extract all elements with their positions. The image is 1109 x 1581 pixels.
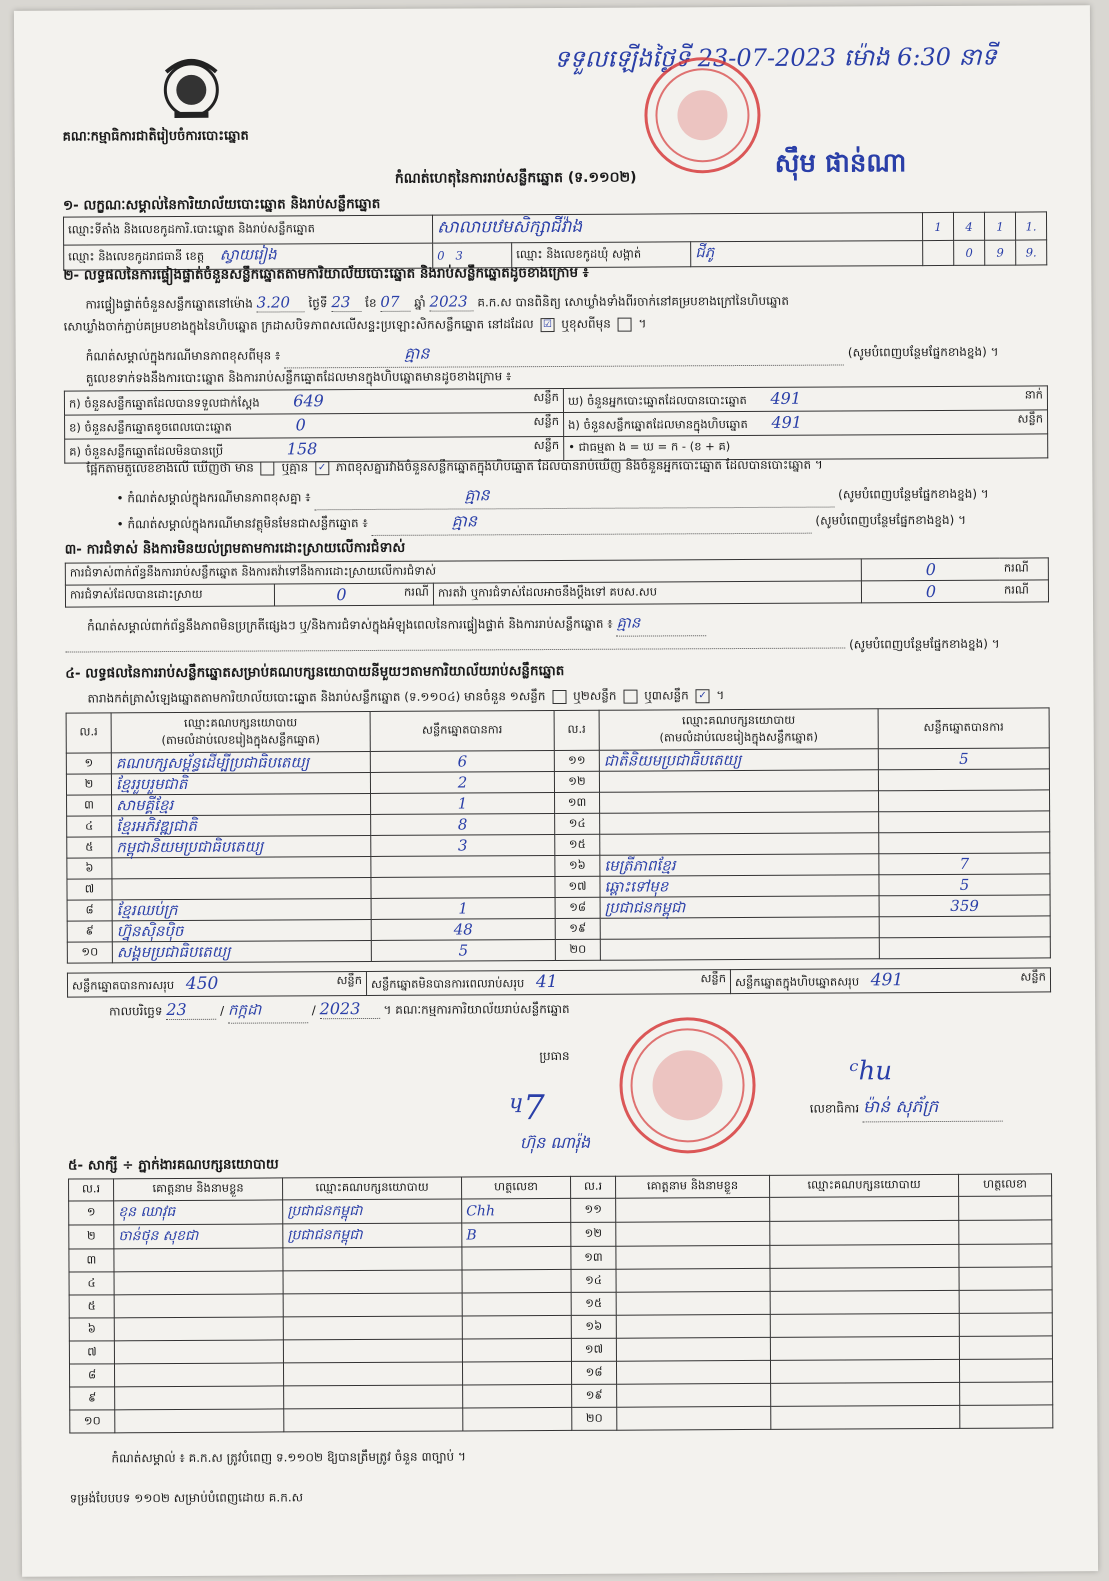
results-no-left: ១០ — [67, 942, 112, 963]
total-valid-cell — [67, 971, 366, 997]
results-no-left: ៥ — [67, 837, 112, 858]
results-party-left: ហ្វ៊ុនស៊ិនប៉ិច — [112, 919, 371, 941]
figure-kha-cell — [65, 412, 564, 439]
tally-3-checkbox: ✓ — [695, 689, 709, 703]
name-stamp: ស៊ឹម ផាន់ណា — [774, 148, 907, 179]
figure-ko-value: 158 — [286, 439, 318, 459]
results-no-right: ១៨ — [555, 897, 600, 918]
results-party-right — [600, 791, 879, 813]
witness-party-left — [283, 1293, 462, 1317]
tally-3-label: ឬ៣សន្លឹក — [644, 688, 689, 703]
objection-note-label: កំណត់សម្គាល់ពាក់ព័ន្ធនឹងភាពមិនប្រក្រតីផ្សេងៗ ឬ/និងការជំទាស់ក្នុងអំឡុងពេលនៃការផ្ទៀងផ្ទាត់ និងការរាប់សន្លឹកឆ្នោត ៖ — [87, 616, 613, 634]
date-year: 2023 — [320, 999, 380, 1019]
figure-ko-label: គ) ចំនួនសន្លឹកឆ្នោតដែលមិនបានប្រើ — [69, 443, 224, 459]
results-no-left: ៨ — [67, 900, 112, 921]
diff-text-b: ឬគ្មាន — [281, 460, 309, 475]
section-3-title: ៣- ការជំទាស់ និងការមិនយល់ព្រមតាមការដោះស្រាយលើការជំទាស់ — [64, 539, 406, 558]
witness-party-left: ប្រជាជនកម្ពុជា — [283, 1223, 462, 1248]
witness-h-sign-right: ហត្ថលេខា — [959, 1174, 1052, 1196]
commune-code-1: 0 — [954, 240, 985, 265]
location-code-2: 4 — [953, 212, 984, 240]
witness-name-right — [616, 1337, 770, 1361]
figures-table — [64, 385, 1048, 463]
results-party-right — [600, 917, 879, 939]
witness-no-right: ១៩ — [572, 1384, 617, 1407]
witness-no-left: ៥ — [69, 1295, 114, 1318]
verification-line-1 — [85, 289, 1045, 314]
results-votes-left: 3 — [371, 835, 555, 857]
results-no-left: ៦ — [67, 858, 112, 879]
witness-name-right — [616, 1360, 770, 1384]
results-votes-left: 6 — [370, 751, 554, 773]
date-day: 23 — [166, 1000, 216, 1020]
results-votes-left: 1 — [371, 793, 555, 815]
figure-ngo-value: 491 — [771, 412, 803, 432]
witness-sign-right — [959, 1196, 1052, 1220]
results-table — [66, 707, 1051, 963]
total-valid-value: 450 — [185, 973, 219, 994]
results-party-right — [600, 812, 879, 834]
objection-r1-value: 0 — [861, 558, 1000, 581]
witness-name-left: ចាន់ថុន សុខជា — [114, 1224, 283, 1249]
objection-r2-value — [274, 583, 433, 606]
witness-name-left — [115, 1409, 284, 1433]
witness-name-left — [114, 1248, 283, 1272]
results-h-votes-left: សន្លឹកឆ្នោតបានការ — [370, 711, 554, 752]
verify-time: 3.20 — [257, 293, 305, 312]
figure-ko-unit: សន្លឹក — [533, 437, 560, 453]
total-invalid-cell — [366, 970, 730, 996]
witness-h-no-right: ល.រ — [571, 1176, 616, 1198]
commune-label: ឈ្មោះ និងលេខកូដឃុំ សង្កាត់ — [512, 242, 691, 268]
witness-h-party-right: ឈ្មោះគណបក្សនយោបាយ — [770, 1174, 959, 1197]
note-3-hint: (សូមបំពេញបន្ថែមផ្នែកខាងខ្នង) ។ — [815, 512, 967, 528]
witness-sign-right — [960, 1405, 1053, 1428]
witness-sign-right — [960, 1382, 1053, 1405]
results-votes-right — [879, 811, 1050, 833]
results-h-party-right-title: ឈ្មោះគណបក្សនយោបាយ — [681, 712, 796, 727]
location-label: ឈ្មោះទីតាំង និងលេខកូដការិ.បោះឆ្នោត និងរាប់សន្លឹកឆ្នោត — [63, 215, 432, 245]
objection-r2-unit: ករណី — [403, 584, 429, 599]
objection-r2-label: ការជំទាស់ដែលបានដោះស្រាយ — [65, 584, 274, 607]
results-no-right: ១៧ — [555, 876, 600, 897]
figure-ka-cell — [64, 388, 563, 415]
witness-sign-right — [959, 1244, 1052, 1267]
witness-no-left: ១០ — [70, 1410, 115, 1433]
tally-1-checkbox — [552, 689, 566, 703]
org-name: គណៈកម្មាធិការជាតិរៀបចំការបោះឆ្នោត — [62, 128, 249, 145]
witness-no-left: ៤ — [69, 1272, 114, 1295]
witness-party-right — [771, 1382, 960, 1406]
witness-party-left — [283, 1362, 462, 1386]
witness-sign-left: Chh — [462, 1198, 571, 1223]
verify-text-d: ឆ្នាំ — [414, 295, 426, 310]
tally-sheet-line: តារាងកត់ត្រាសំឡេងឆ្នោតតាមការិយាល័យបោះឆ្នោត និងរាប់សន្លឹកឆ្នោត (ទ.១១០៤) មានចំនួន ១សន្លឹក ឬ២សន្លឹក ឬ៣សន្លឹក ✓ ។ — [87, 688, 725, 706]
verify-text-c: ខែ — [365, 295, 377, 310]
figure-gha-value: 491 — [770, 388, 802, 408]
figure-gha-cell — [563, 386, 1047, 413]
results-no-left: ១ — [66, 753, 111, 774]
witness-sign-left: B — [462, 1222, 571, 1247]
witness-party-right — [770, 1336, 959, 1360]
objection-r2-number: 0 — [336, 585, 347, 605]
verify-year: 2023 — [429, 292, 473, 311]
witness-no-right: ១៧ — [571, 1338, 616, 1361]
results-row — [67, 937, 1050, 963]
witness-party-right — [770, 1220, 959, 1245]
witness-name-left: ខុន ឈាវុធ — [114, 1200, 283, 1225]
results-votes-left: 5 — [371, 940, 555, 962]
results-party-right: មេត្រីភាពខ្មែរ — [600, 854, 879, 876]
witness-name-left — [114, 1317, 283, 1341]
note-2-hint: (សូមបំពេញបន្ថែមផ្នែកខាងខ្នង) ។ — [838, 486, 989, 502]
date-tail: គណៈកម្មការការិយាល័យរាប់សន្លឹកឆ្នោត — [395, 1001, 570, 1017]
province-label-text: ឈ្មោះ និងលេខកូដរាជធានី ខេត្ត — [68, 248, 205, 264]
objection-note-value: គ្មាន — [616, 613, 706, 636]
results-votes-right — [878, 769, 1049, 791]
secretary-name: ម៉ាន់ សុភ័ក្រ — [863, 1096, 1003, 1123]
date-month: កក្កដា — [228, 1000, 308, 1023]
objection-r2-unit2: ករណី — [1000, 580, 1049, 602]
results-no-right: ១១ — [554, 750, 599, 771]
figure-ka-unit: សន្លឹក — [533, 389, 559, 405]
province-code-2: 3 — [455, 248, 463, 263]
diff-text-a: ផ្អែកតាមតួលេខខាងលើ ឃើញថា មាន — [86, 460, 254, 476]
figure-ngo-cell — [564, 410, 1048, 437]
results-party-left: ខ្មែរឈប់ក្រ — [112, 898, 371, 920]
verify-text-a: ការផ្ទៀងផ្ទាត់ចំនួនសន្លឹកឆ្នោតនៅម៉ោង — [85, 296, 253, 312]
commune-value: ជីភូ — [691, 241, 923, 267]
figure-gha-unit: នាក់ — [1024, 387, 1043, 402]
witness-table — [68, 1173, 1053, 1433]
verify-text-e: គ.ក.ស បានពិនិត្យ សោឃ្លាំងទាំងពីរចាក់នៅគម្របខាងក្រៅនៃហិបឆ្នោត — [477, 293, 789, 310]
results-party-left: ខ្មែរអភិវឌ្ឍជាតិ — [112, 814, 371, 836]
results-votes-right: 5 — [879, 874, 1050, 896]
witness-no-left: ៦ — [69, 1318, 114, 1341]
results-no-right: ១៩ — [555, 918, 600, 939]
figure-kha-unit: សន្លឹក — [533, 413, 560, 429]
results-no-right: ១៤ — [555, 813, 600, 834]
objections-table — [65, 557, 1049, 607]
witness-name-right — [617, 1406, 771, 1430]
witness-no-left: ៣ — [69, 1249, 114, 1272]
note-2-line — [116, 481, 1046, 511]
note-1-label: កំណត់សម្គាល់ក្នុងករណីមានភាពខុសពីមុន ៖ — [85, 348, 281, 364]
witness-party-right — [770, 1244, 959, 1268]
section-2-title: ២- លទ្ធផលនៃការផ្ទៀងផ្ទាត់ចំនួនសន្លឹកឆ្នោតតាមការិយាល័យបោះឆ្នោត និងរាប់សន្លឹកឆ្នោតដូចខាងក្រោម ៖ — [63, 264, 589, 284]
results-no-left: ៣ — [67, 795, 112, 816]
results-votes-left — [371, 877, 555, 899]
results-party-right — [599, 770, 878, 792]
chair-label: ប្រធាន — [539, 1048, 570, 1064]
results-votes-right — [879, 832, 1050, 854]
witness-name-left — [114, 1363, 283, 1387]
results-h-party-left-title: ឈ្មោះគណបក្សនយោបាយ — [183, 714, 298, 730]
note-2-label: • កំណត់សម្គាល់ក្នុងករណីមានភាពខុសគ្នា ៖ — [116, 490, 311, 506]
commune-code-2: 9 — [985, 240, 1016, 265]
results-h-party-left — [111, 711, 370, 752]
witness-name-right — [616, 1221, 770, 1246]
witness-party-right — [771, 1405, 960, 1429]
location-value: សាលាបឋមសិក្សាជីវ៉ាង — [432, 213, 922, 244]
document-page — [14, 5, 1098, 1577]
secretary-signature: ᶜhu — [849, 1056, 893, 1087]
note-3-value: គ្មាន — [371, 509, 811, 536]
changed-checkbox — [618, 317, 632, 331]
province-code-1: 0 — [437, 248, 445, 263]
objection-note-line-2 — [65, 635, 1055, 658]
results-party-right — [600, 833, 879, 855]
witness-sign-left — [462, 1292, 571, 1316]
witness-name-right — [617, 1383, 771, 1407]
results-votes-right — [879, 916, 1050, 938]
results-votes-right: 359 — [879, 895, 1050, 917]
tally-2-checkbox — [623, 689, 637, 703]
commune-code-3: 9. — [1016, 240, 1047, 265]
witness-h-name-left: គោត្តនាម និងនាមខ្លួន — [114, 1178, 283, 1201]
witness-h-sign-left: ហត្ថលេខា — [462, 1176, 571, 1199]
results-no-right: ១៥ — [555, 834, 600, 855]
results-votes-right — [879, 937, 1050, 959]
witness-party-left — [283, 1316, 462, 1340]
location-code-4: 1. — [1015, 212, 1046, 240]
witness-sign-left — [462, 1246, 571, 1270]
note-1-hint: (សូមបំពេញបន្ថែមផ្នែកខាងខ្នង) ។ — [847, 344, 999, 360]
objection-r1-unit: ករណី — [1000, 558, 1049, 580]
witness-no-right: ១២ — [571, 1222, 616, 1246]
secretary-label: លេខាធិការ — [809, 1101, 860, 1116]
total-invalid-value: 41 — [535, 971, 558, 993]
formula: • ជាធម្មតា ង = ឃ = ក - (ខ + គ) — [564, 434, 1048, 461]
witness-no-right: ២០ — [572, 1407, 617, 1430]
verify-month: 07 — [380, 293, 410, 312]
witness-name-right — [616, 1291, 770, 1315]
witness-name-left — [114, 1271, 283, 1295]
verification-line-2: សោឃ្លាំងចាក់ភ្ជាប់គម្របខាងក្នុងនៃហិបឆ្នោត ក្រដាសបិទភាពសលើសន្ទះប្រឡោះសិកសន្លឹកឆ្នោត នៅដដែល ☑ ឬខុសពីមុន ។ — [63, 316, 647, 334]
secretary-line — [810, 1096, 1003, 1123]
witness-party-left — [284, 1408, 463, 1432]
witness-row — [70, 1405, 1053, 1433]
witness-party-left — [284, 1385, 463, 1409]
results-no-right: ២០ — [555, 939, 600, 960]
chair-signature: ᶣ7 — [509, 1088, 545, 1129]
results-no-left: ៩ — [67, 921, 112, 942]
figures-intro: តួលេខទាក់ទងនឹងការបោះឆ្នោត និងការរាប់សន្លឹកឆ្នោតដែលមានក្នុងហិបឆ្នោតមានដូចខាងក្រោម ៖ — [85, 369, 512, 386]
witness-sign-right — [959, 1220, 1052, 1244]
witness-name-left — [115, 1386, 284, 1410]
total-invalid-label: សន្លឹកឆ្នោតមិនបានការពេលរាប់សរុប — [370, 976, 525, 991]
witness-name-right — [616, 1268, 770, 1292]
receipt-note: ទទួលឡើងថ្ងៃទី 23-07-2023 ម៉ោង 6:30 នាទី — [554, 42, 997, 73]
note-2-value: គ្មាន — [314, 483, 834, 511]
results-votes-right: 7 — [879, 853, 1050, 875]
results-votes-left: 8 — [371, 814, 555, 836]
results-party-left — [112, 856, 371, 878]
objection-r2-label2: ការតវ៉ា ឬការជំទាស់ដែលអាចនឹងប្តឹងទៅ គបស.សប — [433, 581, 861, 605]
results-h-party-right — [599, 709, 878, 750]
witness-party-right — [770, 1359, 959, 1383]
results-votes-left: 1 — [371, 898, 555, 920]
results-no-right: ១៦ — [555, 855, 600, 876]
witness-party-left: ប្រជាជនកម្ពុជា — [283, 1199, 462, 1224]
objection-r2-value2: 0 — [861, 580, 1000, 603]
witness-sign-right — [959, 1359, 1052, 1382]
results-votes-left — [371, 856, 555, 878]
results-no-left: ៤ — [67, 816, 112, 837]
results-party-left: ខ្មែររួបរួមជាតិ — [111, 772, 370, 794]
verify-text-p2: សោឃ្លាំងចាក់ភ្ជាប់គម្របខាងក្នុងនៃហិបឆ្នោត ក្រដាសបិទភាពសលើសន្ទះប្រឡោះសិកសន្លឹកឆ្នោត នៅដដែល — [63, 317, 534, 334]
form-tag: ទម្រង់បែបបទ ១១០២ សម្រាប់បំពេញដោយ គ.ក.ស — [69, 1490, 304, 1506]
objection-r1-label: ការជំទាស់ពាក់ព័ន្ធនឹងការរាប់សន្លឹកឆ្នោត និងការតវ៉ាទៅនឹងការដោះស្រាយលើការជំទាស់ — [65, 559, 861, 585]
witness-no-right: ១៦ — [571, 1315, 616, 1338]
location-code-1: 1 — [922, 212, 953, 240]
results-votes-left: 48 — [371, 919, 555, 941]
figure-ka-value: 649 — [293, 391, 324, 411]
witness-sign-right — [959, 1336, 1052, 1359]
diff-no-checkbox: ✓ — [315, 461, 329, 475]
results-no-left: ២ — [66, 774, 111, 795]
results-votes-left: 2 — [370, 772, 554, 794]
diff-yes-checkbox — [261, 461, 275, 475]
witness-name-right — [616, 1197, 770, 1222]
diff-text-c: ភាពខុសគ្នារវាងចំនួនសន្លឹកឆ្នោតក្នុងហិបឆ្នោត ដែលបានរាប់ឃើញ និងចំនួនអ្នកបោះឆ្នោត ដែលបានបោះឆ្នោត ។ — [335, 457, 823, 475]
witness-no-right: ១៨ — [571, 1361, 616, 1384]
changed-label: ឬខុសពីមុន — [561, 316, 611, 331]
results-party-left: សង្គមប្រជាធិបតេយ្យ — [112, 940, 371, 962]
witness-h-no-left: ល.រ — [69, 1179, 114, 1201]
date-label: កាលបរិច្ឆេទ — [109, 1004, 163, 1019]
witness-sign-left — [462, 1315, 571, 1339]
results-h-party-left-sub: (តាមលំដាប់លេខរៀងក្នុងសន្លឹកឆ្នោត) — [161, 731, 320, 747]
witness-no-left: ៧ — [69, 1341, 114, 1364]
figure-kha-label: ខ) ចំនួនសន្លឹកឆ្នោតខូចពេលបោះឆ្នោត — [69, 419, 232, 435]
province-value: ស្វាយរៀង — [219, 245, 277, 264]
results-party-left — [112, 877, 371, 899]
witness-party-left — [283, 1339, 462, 1363]
witness-party-right — [770, 1267, 959, 1291]
results-party-right — [600, 938, 879, 960]
witness-party-left — [283, 1247, 462, 1271]
witness-party-left — [283, 1270, 462, 1294]
witness-sign-left — [463, 1384, 572, 1408]
witness-sign-right — [959, 1290, 1052, 1313]
witness-no-right: ១៤ — [571, 1269, 616, 1292]
results-no-right: ១៣ — [555, 792, 600, 813]
total-box-label: សន្លឹកឆ្នោតក្នុងហិបឆ្នោតសរុប — [734, 974, 860, 990]
results-h-no-left: ល.រ — [66, 713, 111, 753]
witness-sign-left — [462, 1338, 571, 1362]
witness-party-right — [770, 1196, 959, 1221]
witness-party-right — [770, 1290, 959, 1314]
total-box-unit: សន្លឹក — [1020, 969, 1047, 984]
results-party-right: ឆ្ពោះទៅមុខ — [600, 875, 879, 897]
results-party-right: ជាតិនិយមប្រជាធិបតេយ្យ — [599, 749, 878, 771]
note-3-label: • កំណត់សម្គាល់ក្នុងករណីមានវត្ថុមិនមែនជាសន្លឹកឆ្នោត ៖ — [116, 515, 368, 532]
section-1-title: ១- លក្ខណៈសម្គាល់នៃការិយាល័យបោះឆ្នោត និងរាប់សន្លឹកឆ្នោត — [62, 195, 381, 214]
tally-2-label: ឬ២សន្លឹក — [573, 688, 617, 703]
witness-sign-right — [959, 1267, 1052, 1290]
verify-day: 23 — [331, 293, 361, 312]
witness-sign-left — [463, 1407, 572, 1431]
note-1-value: គ្មាន — [284, 340, 844, 368]
figure-kha-value: 0 — [295, 415, 306, 435]
date-line: កាលបរិច្ឆេទ 23 / កក្កដា / 2023 ។ គណៈកម្មការការិយាល័យរាប់សន្លឹកឆ្នោត — [109, 998, 570, 1024]
totals-table — [67, 967, 1051, 997]
witness-h-party-left: ឈ្មោះគណបក្សនយោបាយ — [283, 1177, 462, 1200]
witness-name-left — [114, 1340, 283, 1364]
section-5-title: ៥- សាក្សី ÷ ភ្នាក់ងារគណបក្សនយោបាយ — [67, 1156, 279, 1174]
difference-line — [86, 455, 1056, 478]
unchanged-checkbox: ☑ — [540, 318, 554, 332]
objection-note-dots — [65, 647, 845, 652]
results-votes-right — [879, 790, 1050, 812]
witness-no-left: ៩ — [70, 1387, 115, 1410]
witness-name-left — [114, 1294, 283, 1318]
verify-text-b: ថ្ងៃទី — [308, 296, 328, 311]
witness-sign-left — [462, 1361, 571, 1385]
objection-note-hint: (សូមបំពេញបន្ថែមផ្នែកខាងខ្នង) ។ — [849, 636, 1000, 652]
figure-ngo-unit: សន្លឹក — [1017, 411, 1044, 426]
total-box-cell — [730, 968, 1050, 994]
results-party-left: គណបក្សសម្ព័ន្ធដើម្បីប្រជាធិបតេយ្យ — [111, 751, 370, 773]
results-party-left: កម្ពុជានិយមប្រជាធិបតេយ្យ — [112, 835, 371, 857]
results-party-left: សាមគ្គីខ្មែរ — [112, 793, 371, 815]
office-seal-icon — [619, 1017, 756, 1154]
chair-name: ហ៊ុន ណារ៉ុង — [519, 1132, 591, 1153]
figure-ka-label: ក) ចំនួនសន្លឹកឆ្នោតដែលបានទទួលជាក់ស្តែង — [68, 395, 260, 411]
total-invalid-unit: សន្លឹក — [700, 971, 727, 986]
witness-sign-left — [462, 1269, 571, 1293]
note-3-line — [117, 507, 1047, 537]
witness-h-name-right: គោត្តនាម និងនាមខ្លួន — [616, 1175, 770, 1198]
section-4-title: ៤- លទ្ធផលនៃការរាប់សន្លឹកឆ្នោតសម្រាប់គណបក្សនយោបាយនីមួយៗតាមការិយាល័យរាប់សន្លឹកឆ្នោត — [65, 662, 565, 682]
witness-no-left: ១ — [69, 1201, 114, 1225]
results-no-left: ៧ — [67, 879, 112, 900]
total-valid-label: សន្លឹកឆ្នោតបានការសរុប — [71, 978, 175, 993]
nec-emblem-icon — [154, 52, 228, 122]
witness-no-left: ២ — [69, 1225, 114, 1249]
witness-name-right — [616, 1314, 770, 1338]
location-code-3: 1 — [984, 212, 1015, 240]
witness-sign-right — [959, 1313, 1052, 1336]
witness-no-right: ១១ — [571, 1198, 616, 1222]
witness-party-right — [770, 1313, 959, 1337]
witness-no-left: ៨ — [69, 1364, 114, 1387]
results-no-right: ១២ — [554, 771, 599, 792]
total-box-value: 491 — [870, 970, 904, 991]
results-party-right: ប្រជាជនកម្ពុជា — [600, 896, 879, 918]
results-votes-right: 5 — [878, 748, 1049, 770]
figure-ngo-label: ង) ចំនួនសន្លឹកឆ្នោតដែលមានក្នុងហិបឆ្នោត — [568, 416, 748, 432]
results-h-votes-right: សន្លឹកឆ្នោតបានការ — [878, 708, 1049, 749]
witness-no-right: ១៥ — [571, 1292, 616, 1315]
note-1-line — [86, 339, 1046, 369]
total-valid-unit: សន្លឹក — [336, 973, 363, 988]
footer-note: កំណត់សម្គាល់ ៖ គ.ក.ស ត្រូវបំពេញ ទ.១១០២ ឱ្យបានត្រឹមត្រូវ ចំនួន ៣ច្បាប់ ។ — [111, 1449, 466, 1466]
figure-gha-label: ឃ) ចំនួនអ្នកបោះឆ្នោតដែលបានបោះឆ្នោត — [567, 392, 747, 408]
witness-name-right — [616, 1245, 770, 1269]
doc-title: កំណត់ហេតុនៃការរាប់សន្លឹកឆ្នោត (ទ.១១០២) — [394, 169, 637, 187]
results-h-no-right: ល.រ — [554, 710, 599, 750]
results-h-party-right-sub: (តាមលំដាប់លេខរៀងក្នុងសន្លឹកឆ្នោត) — [659, 729, 818, 744]
witness-no-right: ១៣ — [571, 1246, 616, 1269]
tally-intro: តារាងកត់ត្រាសំឡេងឆ្នោតតាមការិយាល័យបោះឆ្នោត និងរាប់សន្លឹកឆ្នោត (ទ.១១០៤) មានចំនួន ១សន្លឹក — [87, 689, 546, 706]
official-seal-icon — [644, 57, 761, 174]
